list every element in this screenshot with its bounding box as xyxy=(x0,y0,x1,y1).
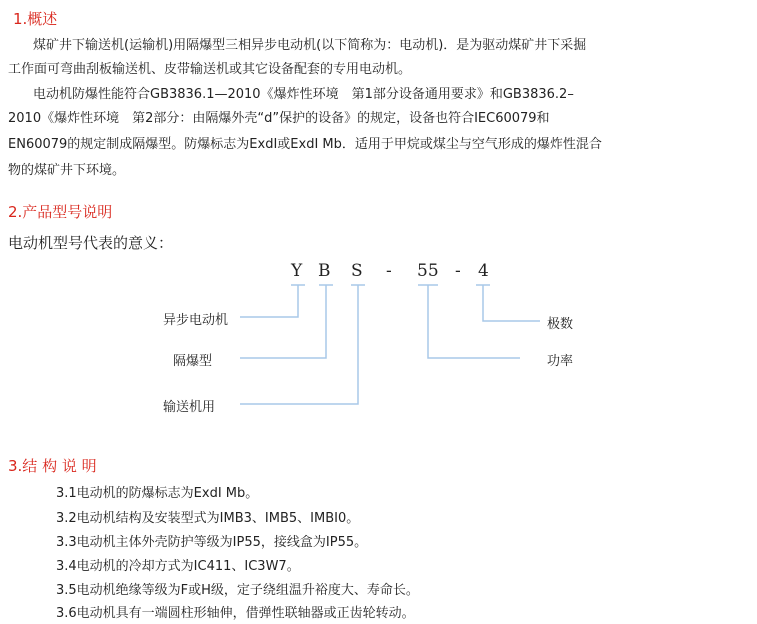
section-1-para2-line3: EN60079的规定制成隔爆型。防爆标志为ExdI或ExdI Mb．适用于甲烷或煤尘与空气形成的爆炸性混合 xyxy=(8,137,602,152)
section-1-para2-line2: 2010《爆炸性环境 第2部分：由隔爆外壳“d”保护的设备》的规定，设备也符合IEC60079和 xyxy=(8,111,550,126)
model-dash-1: - xyxy=(386,261,392,281)
model-char-s: S xyxy=(351,261,363,281)
section-1-para2-line4: 物的煤矿井下环境。 xyxy=(8,163,126,178)
model-char-pole: 4 xyxy=(478,261,489,281)
section-1-para1-line1: 煤矿井下输送机(运输机)用隔爆型三相异步电动机(以下简称为：电动机)．是为驱动煤矿井下采掘 xyxy=(33,38,587,53)
model-char-y: Y xyxy=(291,261,303,281)
label-conveyor-use: 输送机用 xyxy=(163,400,216,415)
spec-item-6: 3.6电动机具有一端圆柱形轴伸，借弹性联轴器或正齿轮转动。 xyxy=(56,606,415,621)
label-explosion-proof: 隔爆型 xyxy=(173,354,213,369)
label-power: 功率 xyxy=(547,354,574,369)
section-1-title: 1.概述 xyxy=(13,10,58,28)
model-dash-2: - xyxy=(455,261,461,281)
section-2-title: 2.产品型号说明 xyxy=(8,203,113,221)
spec-item-1: 3.1电动机的防爆标志为ExdI Mb。 xyxy=(56,486,259,501)
spec-item-4: 3.4电动机的冷却方式为IC411、IC3W7。 xyxy=(56,559,300,574)
model-char-b: B xyxy=(318,261,331,281)
label-async-motor: 异步电动机 xyxy=(163,313,229,328)
section-2-subtitle: 电动机型号代表的意义： xyxy=(8,234,174,252)
section-1-para2-line1: 电动机防爆性能符合GB3836.1—2010《爆炸性环境 第1部分设备通用要求》和GB3836.2– xyxy=(33,87,574,102)
spec-item-2: 3.2电动机结构及安装型式为IMB3、IMB5、IMBI0。 xyxy=(56,511,360,526)
label-pole-count: 极数 xyxy=(547,317,574,332)
section-3-title: 3.结 构 说 明 xyxy=(8,457,97,475)
model-char-power: 55 xyxy=(417,261,439,281)
spec-item-5: 3.5电动机绝缘等级为F或H级，定子绕组温升裕度大、寿命长。 xyxy=(56,583,419,598)
spec-item-3: 3.3电动机主体外壳防护等级为IP55，接线盒为IP55。 xyxy=(56,535,368,550)
section-1-para1-line2: 工作面可弯曲刮板输送机、皮带输送机或其它设备配套的专用电动机。 xyxy=(8,62,412,77)
